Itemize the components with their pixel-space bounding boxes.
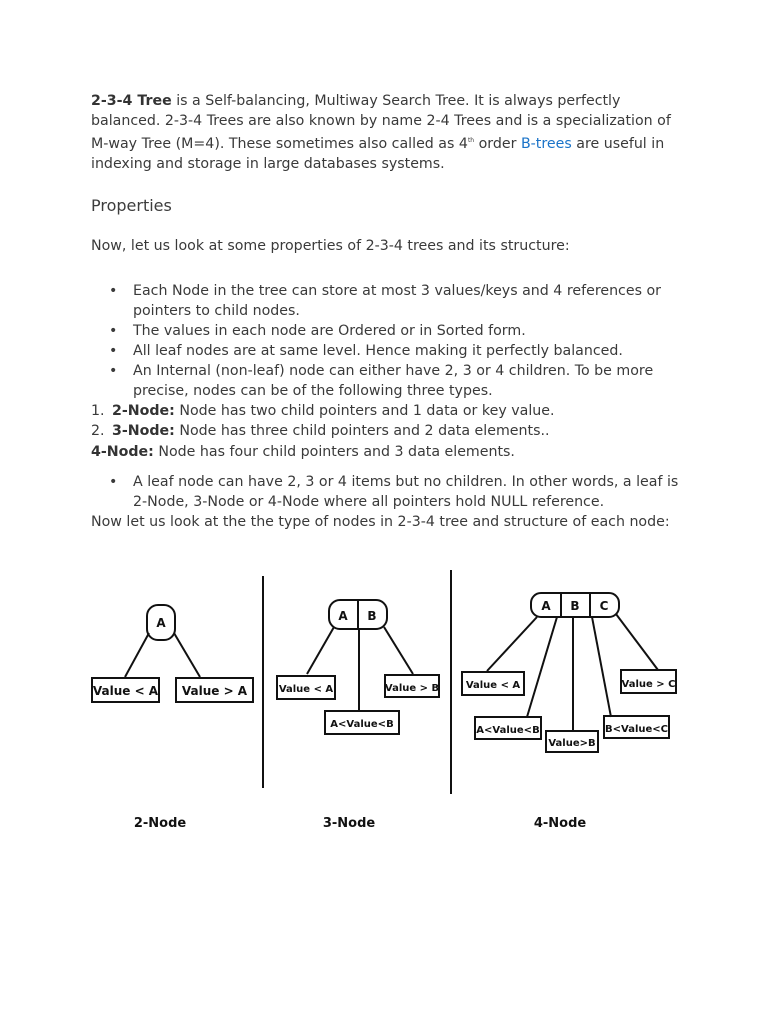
node-type-desc: Node has four child pointers and 3 data elements. (153, 443, 515, 460)
intro-text-c: are useful in indexing and storage in large databases systems. (91, 136, 665, 172)
caption-4-node: 4-Node (533, 816, 587, 831)
properties-heading: Properties (91, 196, 172, 215)
properties-intro: Now, let us look at some properties of 2-3-4 trees and its structure: (91, 238, 570, 254)
edge-line (527, 617, 557, 717)
list-item: • An Internal (non-leaf) node can either have 2, 3 or 4 children. To be more precise, nodes can be of the following three types. (91, 361, 681, 401)
key-label: C (599, 599, 609, 613)
leaf-list (91, 472, 681, 512)
item-number: 2. (91, 423, 105, 440)
node-type-item (91, 401, 555, 421)
child-label: Value < A (465, 680, 521, 691)
edge-line (487, 617, 537, 671)
properties-list (91, 281, 681, 401)
node-type-term: 4-Node: (91, 443, 154, 460)
node-type-item (91, 421, 555, 441)
node-type-term: 2-Node: (112, 403, 175, 419)
list-item: • All leaf nodes are at same level. Hence making it perfectly balanced. (91, 341, 681, 361)
intro-text-a: is a Self-balancing, Multiway Search Tree. It is always perfectly balanced. 2-3-4 Trees are also known by name 2-4 Trees and is a specialization of M-way Tree (M=4). These sometimes also called as 4 (91, 93, 671, 152)
intro-text-b: order (474, 136, 521, 152)
list-item: • Each Node in the tree can store at most 3 values/keys and 4 references or pointers to child nodes. (91, 281, 681, 321)
caption-2-node: 2-Node (133, 816, 187, 831)
item-number: 1. (91, 403, 105, 419)
child-label: A<Value<B (330, 719, 394, 730)
key-label: B (367, 609, 377, 623)
closing-text: Now let us look at the the type of nodes in 2-3-4 tree and structure of each node: (91, 514, 670, 530)
b-trees-link[interactable]: B-trees (520, 136, 572, 152)
node-types-list (91, 401, 555, 462)
edge-line (307, 627, 334, 674)
node-type-item (91, 442, 555, 462)
bold-term: 2-3-4 Tree (91, 93, 172, 109)
intro-paragraph (91, 91, 681, 174)
key-label: A (156, 616, 166, 630)
child-label: Value>B (548, 738, 596, 749)
list-item: • A leaf node can have 2, 3 or 4 items but no children. In other words, a leaf is 2-Node, 3-Node or 4-Node where all pointers hold NULL reference. (91, 472, 681, 512)
child-label: Value > C (621, 679, 676, 690)
child-label: Value < A (92, 684, 159, 698)
child-label: A<Value<B (476, 725, 540, 736)
edge-line (592, 617, 611, 717)
node-types-diagram (0, 560, 768, 850)
key-label: A (541, 599, 551, 613)
list-item: • The values in each node are Ordered or in Sorted form. (91, 321, 681, 341)
child-label: Value > A (181, 684, 248, 698)
node-type-desc: Node has two child pointers and 1 data or key value. (174, 403, 555, 419)
edge-line (384, 627, 413, 674)
edge-line (125, 633, 149, 677)
child-label: B<Value<C (605, 724, 668, 735)
node-type-term: 3-Node: (112, 423, 175, 440)
key-label: B (570, 599, 580, 613)
node-type-desc: Node has three child pointers and 2 data elements.. (174, 423, 550, 440)
key-label: A (338, 609, 348, 623)
edge-line (174, 633, 200, 677)
child-label: Value > B (384, 683, 440, 694)
superscript-th: th (467, 137, 475, 144)
child-label: Value < A (278, 684, 334, 695)
edge-line (616, 614, 658, 670)
caption-3-node: 3-Node (322, 816, 376, 831)
